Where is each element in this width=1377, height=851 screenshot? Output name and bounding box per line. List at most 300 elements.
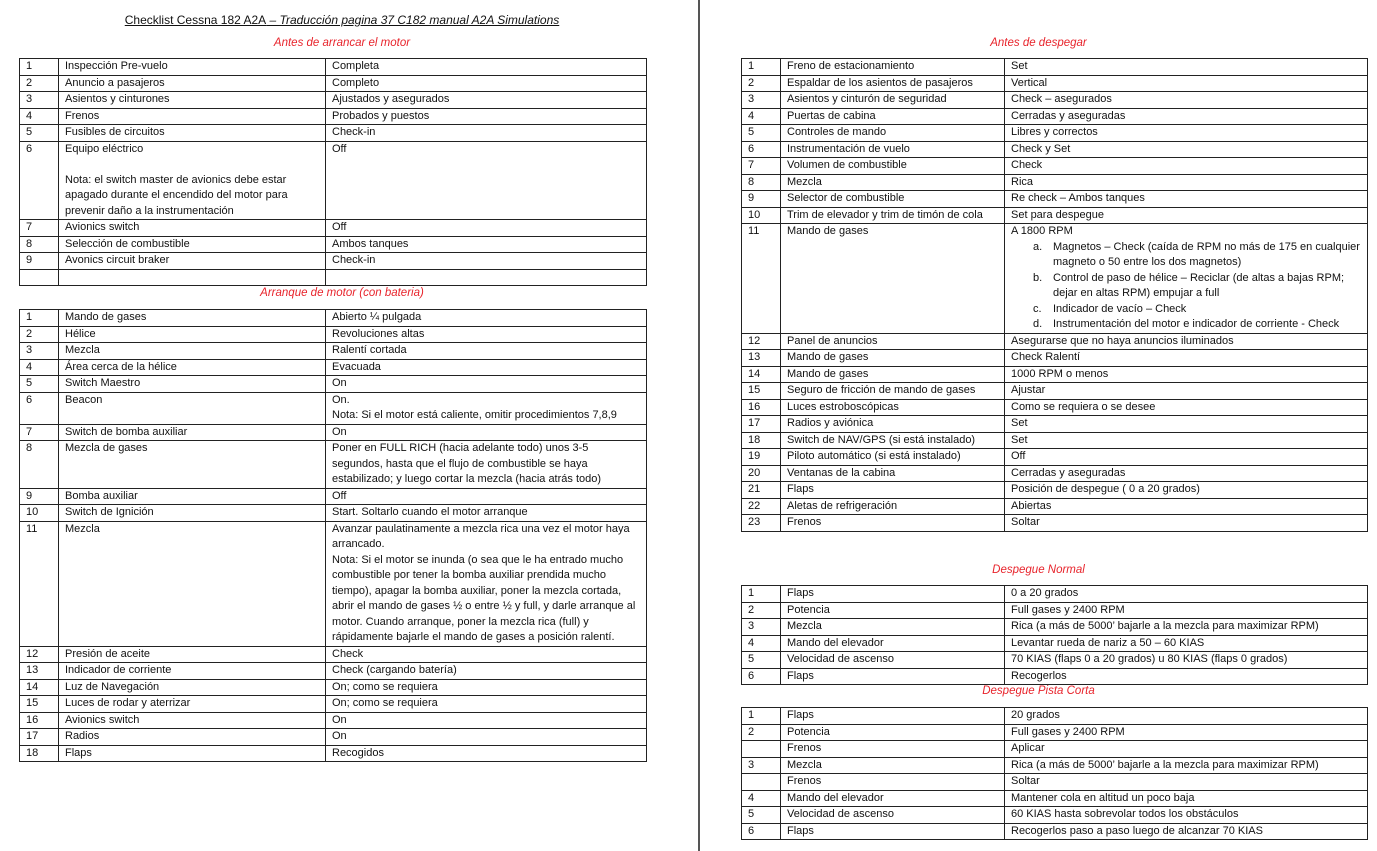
step-number: 9 [20, 488, 59, 505]
step-item-label: Radios y aviónica [787, 417, 874, 429]
step-item [59, 59, 326, 76]
step-action [1005, 432, 1368, 449]
step-number: 14 [742, 366, 781, 383]
step-action-label: Check [332, 647, 364, 660]
step-action-label: Revoluciones altas [332, 327, 425, 340]
step-item [781, 635, 1005, 652]
step-item [59, 359, 326, 376]
step-number: 19 [742, 449, 781, 466]
step-action [326, 663, 647, 680]
step-action-label: Full gases y 2400 RPM [1011, 603, 1125, 616]
step-action-label: Check-in [332, 254, 376, 266]
checklist-row [742, 108, 1368, 125]
step-action [1005, 586, 1368, 603]
step-action [326, 441, 647, 489]
step-action [326, 646, 647, 663]
step-item-label: Frenos [65, 109, 100, 122]
checklist-row [742, 59, 1368, 76]
step-action [1005, 125, 1368, 142]
step-action-label: Soltar [1011, 775, 1040, 787]
step-action [1005, 790, 1368, 807]
step-action-label: On. [332, 393, 350, 406]
checklist-row [20, 488, 647, 505]
step-item-label: Flaps [787, 709, 814, 721]
step-action-label: Asegurarse que no haya anuncios iluminados [1011, 334, 1234, 347]
sub-step-marker: a. [1033, 240, 1043, 253]
step-action-label: Set [1011, 60, 1028, 72]
step-number: 1 [742, 708, 781, 725]
step-action [326, 236, 647, 253]
step-item-label: Switch de Ignición [65, 506, 154, 518]
step-item [59, 424, 326, 441]
step-number: 3 [20, 343, 59, 360]
checklist-row [20, 712, 647, 729]
checklist-row [742, 383, 1368, 400]
step-item-label: Potencia [787, 725, 830, 738]
step-item [781, 125, 1005, 142]
step-item [781, 92, 1005, 109]
checklist-row [742, 449, 1368, 466]
step-action-label: Abierto ¼ pulgada [332, 311, 422, 323]
step-item-label: Mezcla de gases [65, 442, 148, 454]
step-number [742, 741, 781, 758]
step-item-label: Equipo eléctrico [65, 142, 144, 155]
step-item [59, 376, 326, 393]
step-item-label: Bomba auxiliar [65, 489, 138, 502]
step-number: 16 [742, 399, 781, 416]
checklist-row [20, 269, 647, 285]
step-action-label: Check (cargando batería) [332, 664, 457, 676]
step-action-label: A 1800 RPM [1011, 225, 1073, 237]
step-action-label: On; como se requiera [332, 697, 438, 709]
step-action [1005, 602, 1368, 619]
step-action [1005, 807, 1368, 824]
checklist-row [742, 498, 1368, 515]
step-action-label: Set para despegue [1011, 208, 1104, 221]
step-action [1005, 141, 1368, 158]
step-number: 10 [20, 505, 59, 522]
step-action [1005, 619, 1368, 636]
checklist-row [20, 505, 647, 522]
sub-step [1033, 302, 1361, 318]
step-action-label: 20 grados [1011, 709, 1060, 721]
step-item-label: Mando del elevador [787, 636, 884, 649]
step-item-label: Asientos y cinturón de seguridad [787, 93, 947, 105]
step-note: Nota: el switch master de avionics debe estar apagado durante el encendido del motor para prevenir daño a la instrumentación [65, 173, 288, 217]
step-number: 5 [20, 376, 59, 393]
step-number: 11 [20, 521, 59, 646]
sub-step-text: Magnetos – Check (caída de RPM no más de 175 en cualquier magneto o 50 entre los dos magnetos) [1053, 240, 1360, 268]
title-sub: Traducción pagina 37 C182 manual A2A Simulations [279, 13, 560, 27]
checklist-row [742, 668, 1368, 685]
step-number: 11 [742, 224, 781, 334]
step-action-label: Off [1011, 450, 1026, 462]
checklist-row [20, 59, 647, 76]
step-item [781, 774, 1005, 791]
step-action-label: On [332, 425, 347, 438]
step-item [59, 92, 326, 109]
step-number: 23 [742, 515, 781, 532]
step-number: 14 [20, 679, 59, 696]
step-item [781, 207, 1005, 224]
step-item-label: Switch de bomba auxiliar [65, 425, 188, 438]
step-number: 2 [742, 724, 781, 741]
step-item [59, 236, 326, 253]
step-item-label: Seguro de fricción de mando de gases [787, 384, 976, 396]
step-item [781, 741, 1005, 758]
step-action-label: Aplicar [1011, 742, 1045, 754]
step-action-label: Mantener cola en altitud un poco baja [1011, 791, 1195, 804]
step-item-label: Flaps [787, 669, 814, 682]
title-dash: – [266, 13, 280, 27]
step-item [781, 224, 1005, 334]
checklist-row [20, 663, 647, 680]
checklist-row [20, 310, 647, 327]
step-item [781, 708, 1005, 725]
step-action [326, 679, 647, 696]
step-item [59, 505, 326, 522]
step-item-label: Asientos y cinturones [65, 93, 170, 105]
step-number: 4 [742, 635, 781, 652]
step-item [59, 108, 326, 125]
step-note: Nota: Si el motor se inunda (o sea que le ha entrado mucho combustible por tener la bomba auxiliar prendida mucho tiempo), apagar la bomba auxiliar, poner la mezcla cortada, abrir el mando de gases ½ o entre ½ y full, y darle arranque al motor. Cuando arranque, poner la mezcla rica (full) y rápidamente bajarle el mando de gases a posición ralentí. [332, 553, 636, 643]
checklist-table-despegue-normal [741, 585, 1368, 685]
sub-step-text: Indicador de vacío – Check [1053, 302, 1187, 315]
checklist-row [20, 441, 647, 489]
step-action [1005, 635, 1368, 652]
step-item [59, 343, 326, 360]
step-action-label: Abiertas [1011, 499, 1052, 512]
checklist-row [742, 125, 1368, 142]
step-item-label: Flaps [787, 483, 814, 495]
step-action [326, 59, 647, 76]
page-divider [698, 0, 700, 851]
step-item [59, 696, 326, 713]
step-number: 8 [20, 236, 59, 253]
step-action [326, 712, 647, 729]
step-item-label: Selección de combustible [65, 237, 190, 250]
step-number: 18 [20, 745, 59, 762]
step-item [59, 125, 326, 142]
step-action-label: Avanzar paulatinamente a mezcla rica una vez el motor haya arrancado. [332, 522, 630, 550]
checklist-row [20, 220, 647, 237]
step-number [20, 269, 59, 285]
step-action [1005, 383, 1368, 400]
step-number: 12 [20, 646, 59, 663]
sub-step [1033, 271, 1361, 302]
step-item-label: Presión de aceite [65, 647, 150, 660]
checklist-row [742, 366, 1368, 383]
step-number: 3 [20, 92, 59, 109]
checklist-row [20, 253, 647, 270]
step-action-label: Start. Soltarlo cuando el motor arranque [332, 506, 528, 518]
step-item-label: Anuncio a pasajeros [65, 76, 165, 89]
step-action-label: Vertical [1011, 76, 1048, 89]
step-number: 2 [742, 602, 781, 619]
step-item-label: Ventanas de la cabina [787, 466, 896, 479]
step-item [781, 586, 1005, 603]
step-action-label: Check [1011, 159, 1043, 171]
checklist-row [742, 807, 1368, 824]
step-item-label: Inspección Pre-vuelo [65, 60, 168, 72]
title-main: Checklist Cessna 182 A2A [124, 13, 267, 27]
checklist-table-antes-despegar [741, 58, 1368, 532]
step-item-label: Espaldar de los asientos de pasajeros [787, 76, 973, 89]
step-action [326, 505, 647, 522]
sub-step [1033, 240, 1361, 271]
step-item [781, 158, 1005, 175]
step-action [326, 521, 647, 646]
step-action [1005, 59, 1368, 76]
step-action [1005, 174, 1368, 191]
sub-step-marker: d. [1033, 318, 1043, 330]
step-number: 9 [20, 253, 59, 270]
checklist-row [20, 745, 647, 762]
step-action [326, 392, 647, 424]
step-item [781, 602, 1005, 619]
step-item [781, 432, 1005, 449]
step-item [781, 757, 1005, 774]
step-item-label: Mando de gases [787, 225, 869, 237]
step-number: 1 [20, 59, 59, 76]
checklist-row [20, 679, 647, 696]
step-action [1005, 708, 1368, 725]
step-action-label: Recogidos [332, 746, 384, 759]
step-action-label: Ajustar [1011, 384, 1046, 396]
step-action-label: On [332, 730, 347, 742]
step-action-label: Set [1011, 433, 1028, 446]
step-action [1005, 333, 1368, 350]
step-number: 8 [20, 441, 59, 489]
step-action [326, 108, 647, 125]
step-action [1005, 465, 1368, 482]
step-number: 2 [20, 75, 59, 92]
step-item [59, 646, 326, 663]
step-item [59, 745, 326, 762]
step-action [1005, 350, 1368, 367]
step-number: 1 [742, 59, 781, 76]
step-item [781, 807, 1005, 824]
step-item [59, 712, 326, 729]
checklist-row [742, 224, 1368, 334]
step-action [1005, 774, 1368, 791]
step-item-label: Piloto automático (si está instalado) [787, 450, 961, 462]
step-number: 3 [742, 619, 781, 636]
step-item [781, 498, 1005, 515]
step-number: 17 [20, 729, 59, 746]
step-item [781, 482, 1005, 499]
step-number: 13 [20, 663, 59, 680]
step-item [59, 521, 326, 646]
step-item [781, 416, 1005, 433]
step-action [1005, 757, 1368, 774]
step-number: 4 [20, 359, 59, 376]
step-item [59, 310, 326, 327]
step-item-label: Velocidad de ascenso [787, 653, 895, 665]
checklist-row [742, 774, 1368, 791]
step-number: 17 [742, 416, 781, 433]
step-item [781, 191, 1005, 208]
step-item [59, 679, 326, 696]
step-number: 20 [742, 465, 781, 482]
checklist-table-antes-arrancar [19, 58, 647, 286]
checklist-row [20, 729, 647, 746]
step-number: 6 [20, 141, 59, 220]
checklist-row [20, 521, 647, 646]
checklist-row [20, 696, 647, 713]
step-item [781, 333, 1005, 350]
step-item-label: Mando de gases [787, 367, 869, 380]
step-item-label: Indicador de corriente [65, 664, 172, 676]
step-action-label: Rica (a más de 5000’ bajarle a la mezcla para maximizar RPM) [1011, 620, 1319, 632]
step-number: 7 [20, 220, 59, 237]
step-item [781, 141, 1005, 158]
step-action-label: Posición de despegue ( 0 a 20 grados) [1011, 483, 1200, 495]
step-action-label: Re check – Ambos tanques [1011, 192, 1145, 204]
step-action [1005, 207, 1368, 224]
checklist-row [742, 92, 1368, 109]
step-item-label: Mezcla [787, 620, 822, 632]
step-item-label: Fusibles de circuitos [65, 126, 165, 138]
step-action [326, 269, 647, 285]
step-action-label: Off [332, 221, 347, 233]
checklist-row [20, 424, 647, 441]
step-number: 15 [742, 383, 781, 400]
step-item [781, 366, 1005, 383]
step-number: 3 [742, 757, 781, 774]
step-action-label: 70 KIAS (flaps 0 a 20 grados) u 80 KIAS (flaps 0 grados) [1011, 653, 1288, 665]
step-item [781, 465, 1005, 482]
step-item-label: Potencia [787, 603, 830, 616]
step-number: 1 [20, 310, 59, 327]
checklist-row [742, 652, 1368, 669]
step-action-label: Recogerlos paso a paso luego de alcanzar 70 KIAS [1011, 824, 1263, 837]
checklist-row [20, 141, 647, 220]
step-item [781, 75, 1005, 92]
step-item-label: Avionics switch [65, 713, 140, 726]
step-number: 6 [742, 823, 781, 840]
step-action [1005, 515, 1368, 532]
note-spacer [65, 157, 319, 173]
step-action-label: Ambos tanques [332, 237, 409, 250]
step-item-label: Frenos [787, 742, 822, 754]
step-item-label: Mando del elevador [787, 791, 884, 804]
section-title-arranque: Arranque de motor (con bateria) [260, 287, 424, 299]
step-action-label: Como se requiera o se desee [1011, 400, 1156, 413]
step-item-label: Frenos [787, 516, 822, 528]
step-item-label: Mezcla [65, 522, 100, 535]
checklist-row [742, 191, 1368, 208]
checklist-row [20, 646, 647, 663]
step-action-label: Soltar [1011, 516, 1040, 528]
step-action [326, 141, 647, 220]
step-item [781, 619, 1005, 636]
step-action-label: Check-in [332, 126, 376, 138]
step-item-label: Controles de mando [787, 126, 887, 138]
step-item [59, 729, 326, 746]
checklist-row [20, 108, 647, 125]
checklist-row [742, 399, 1368, 416]
step-number: 7 [20, 424, 59, 441]
step-item-label: Instrumentación de vuelo [787, 142, 910, 155]
step-item [781, 383, 1005, 400]
step-action [1005, 652, 1368, 669]
step-action-label: Cerradas y aseguradas [1011, 109, 1126, 122]
step-item-label: Luz de Navegación [65, 680, 160, 693]
step-item-label: Switch Maestro [65, 377, 141, 389]
section-title-antes-arrancar: Antes de arrancar el motor [273, 37, 411, 49]
step-action [326, 326, 647, 343]
checklist-row [742, 333, 1368, 350]
step-action [1005, 668, 1368, 685]
step-number: 5 [742, 652, 781, 669]
step-item [59, 75, 326, 92]
step-item-label: Mando de gases [787, 351, 869, 363]
step-item [59, 488, 326, 505]
step-action [1005, 399, 1368, 416]
step-number: 3 [742, 92, 781, 109]
step-action [1005, 823, 1368, 840]
step-item-label: Trim de elevador y trim de timón de cola [787, 208, 983, 221]
checklist-row [742, 416, 1368, 433]
checklist-row [742, 75, 1368, 92]
step-number: 6 [20, 392, 59, 424]
step-item [781, 790, 1005, 807]
step-item-label: Radios [65, 730, 100, 742]
checklist-row [742, 465, 1368, 482]
page-title [0, 13, 684, 27]
step-number: 13 [742, 350, 781, 367]
step-item [59, 326, 326, 343]
step-action-label: Check Ralentí [1011, 351, 1081, 363]
step-item [59, 392, 326, 424]
step-action [1005, 158, 1368, 175]
step-action [1005, 191, 1368, 208]
checklist-row [742, 619, 1368, 636]
step-item-label: Volumen de combustible [787, 159, 907, 171]
checklist-row [742, 174, 1368, 191]
step-item-label: Velocidad de ascenso [787, 808, 895, 820]
step-action [1005, 741, 1368, 758]
step-action-label: Completa [332, 60, 380, 72]
step-action [1005, 75, 1368, 92]
step-action [1005, 416, 1368, 433]
step-action [326, 424, 647, 441]
step-item [781, 668, 1005, 685]
step-action-label: Poner en FULL RICH (hacia adelante todo) unos 3-5 segundos, hasta que el flujo de combustible se haya estabilizado; y luego cortar la mezcla (hacia atrás todo) [332, 442, 602, 485]
step-number: 1 [742, 586, 781, 603]
step-item-label: Mezcla [787, 175, 822, 188]
step-item [59, 663, 326, 680]
step-number: 4 [20, 108, 59, 125]
step-action-label: On; como se requiera [332, 680, 438, 693]
step-item [781, 108, 1005, 125]
step-number: 8 [742, 174, 781, 191]
step-number [742, 774, 781, 791]
step-number: 6 [742, 668, 781, 685]
step-action-label: Ajustados y asegurados [332, 93, 450, 105]
step-item-label: Freno de estacionamiento [787, 60, 915, 72]
checklist-row [742, 790, 1368, 807]
checklist-row [20, 125, 647, 142]
section-title-despegue-normal: Despegue Normal [992, 564, 1085, 576]
checklist-row [742, 350, 1368, 367]
step-number: 9 [742, 191, 781, 208]
step-item [781, 350, 1005, 367]
step-number: 18 [742, 432, 781, 449]
step-action-label: Probados y puestos [332, 109, 430, 122]
step-number: 22 [742, 498, 781, 515]
